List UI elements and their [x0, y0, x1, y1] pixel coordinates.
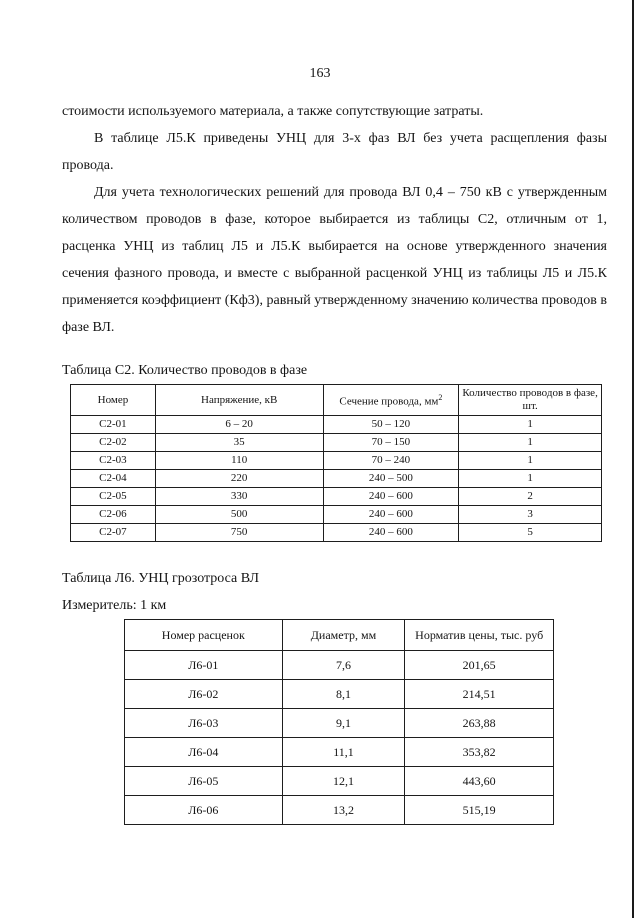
cell-price: 353,82 — [405, 738, 554, 767]
table-row — [71, 506, 602, 524]
cell-diameter: 11,1 — [282, 738, 405, 767]
cell-diameter: 9,1 — [282, 709, 405, 738]
cell-voltage: 750 — [155, 524, 323, 542]
cell-voltage: 35 — [155, 434, 323, 452]
cell-number: Л6-01 — [125, 651, 283, 680]
cell-number: С2-05 — [71, 488, 156, 506]
table-c2-caption: Таблица С2. Количество проводов в фазе — [62, 363, 308, 378]
header-voltage: Напряжение, кВ — [155, 385, 323, 416]
cell-voltage: 6 – 20 — [155, 416, 323, 434]
cell-number: С2-07 — [71, 524, 156, 542]
cell-price: 443,60 — [405, 767, 554, 796]
cell-diameter: 13,2 — [282, 796, 405, 825]
table-row — [125, 709, 554, 738]
cell-number: С2-02 — [71, 434, 156, 452]
cell-section: 240 – 600 — [323, 488, 459, 506]
header-section — [323, 385, 459, 416]
table-row — [125, 651, 554, 680]
header-price: Норматив цены, тыс. руб — [405, 620, 554, 651]
cell-number: Л6-04 — [125, 738, 283, 767]
table-row — [71, 524, 602, 542]
header-count: Количество проводов в фазе, шт. — [459, 385, 602, 416]
table-row — [71, 470, 602, 488]
cell-price: 201,65 — [405, 651, 554, 680]
cell-number: С2-01 — [71, 416, 156, 434]
paragraph-continuation — [62, 98, 607, 125]
header-section-text: Сечение провода, мм — [339, 395, 439, 408]
cell-price: 214,51 — [405, 680, 554, 709]
paragraph-text: стоимости используемого материала, а также сопутствующие затраты. — [62, 104, 484, 119]
table-row — [125, 767, 554, 796]
cell-number: С2-06 — [71, 506, 156, 524]
cell-number: С2-03 — [71, 452, 156, 470]
cell-number: С2-04 — [71, 470, 156, 488]
cell-number: Л6-06 — [125, 796, 283, 825]
cell-voltage: 330 — [155, 488, 323, 506]
cell-count: 1 — [459, 470, 602, 488]
table-row — [125, 680, 554, 709]
page-edge-line — [632, 0, 634, 918]
cell-count: 1 — [459, 434, 602, 452]
cell-section: 240 – 500 — [323, 470, 459, 488]
paragraph-text: В таблице Л5.К приведены УНЦ для 3-х фаз ВЛ без учета расщепления фазы провода. — [62, 131, 607, 173]
table-row — [71, 452, 602, 470]
table-l6-caption: Таблица Л6. УНЦ грозотроса ВЛ — [62, 571, 260, 586]
table-header-row — [125, 620, 554, 651]
header-number: Номер — [71, 385, 156, 416]
page-number: 163 — [309, 66, 331, 81]
table-header-row — [71, 385, 602, 416]
cell-voltage: 110 — [155, 452, 323, 470]
cell-count: 5 — [459, 524, 602, 542]
cell-voltage: 500 — [155, 506, 323, 524]
table-l6 — [124, 619, 554, 825]
table-row — [125, 738, 554, 767]
header-diameter: Диаметр, мм — [282, 620, 405, 651]
cell-count: 1 — [459, 416, 602, 434]
header-number: Номер расценок — [125, 620, 283, 651]
cell-section: 50 – 120 — [323, 416, 459, 434]
cell-price: 263,88 — [405, 709, 554, 738]
paragraph-table-l5k — [62, 125, 607, 179]
table-l6-unit: Измеритель: 1 км — [62, 598, 167, 613]
table-row — [71, 416, 602, 434]
cell-diameter: 8,1 — [282, 680, 405, 709]
cell-count: 3 — [459, 506, 602, 524]
paragraph-technology — [62, 179, 607, 341]
cell-section: 70 – 150 — [323, 434, 459, 452]
cell-voltage: 220 — [155, 470, 323, 488]
cell-section: 240 – 600 — [323, 506, 459, 524]
cell-section: 240 – 600 — [323, 524, 459, 542]
paragraph-text: Для учета технологических решений для провода ВЛ 0,4 – 750 кВ с утвержденным количеством проводов в фазе, которое выбирается из таблицы С2, отличным от 1, расценка УНЦ из таблиц Л5 и Л5.К выбирается на основе утвержденного значения сечения фазного провода, и вместе с выбранной расценкой УНЦ из таблицы Л5 и Л5.К применяется коэффициент (Кф3), равный утвержденному значению количества проводов в фазе ВЛ. — [62, 185, 607, 335]
table-c2 — [70, 384, 602, 542]
cell-diameter: 12,1 — [282, 767, 405, 796]
header-section-sup: 2 — [438, 393, 443, 403]
cell-number: Л6-02 — [125, 680, 283, 709]
cell-diameter: 7,6 — [282, 651, 405, 680]
cell-count: 1 — [459, 452, 602, 470]
cell-count: 2 — [459, 488, 602, 506]
table-row — [71, 434, 602, 452]
table-row — [125, 796, 554, 825]
cell-section: 70 – 240 — [323, 452, 459, 470]
table-row — [71, 488, 602, 506]
cell-price: 515,19 — [405, 796, 554, 825]
cell-number: Л6-05 — [125, 767, 283, 796]
cell-number: Л6-03 — [125, 709, 283, 738]
